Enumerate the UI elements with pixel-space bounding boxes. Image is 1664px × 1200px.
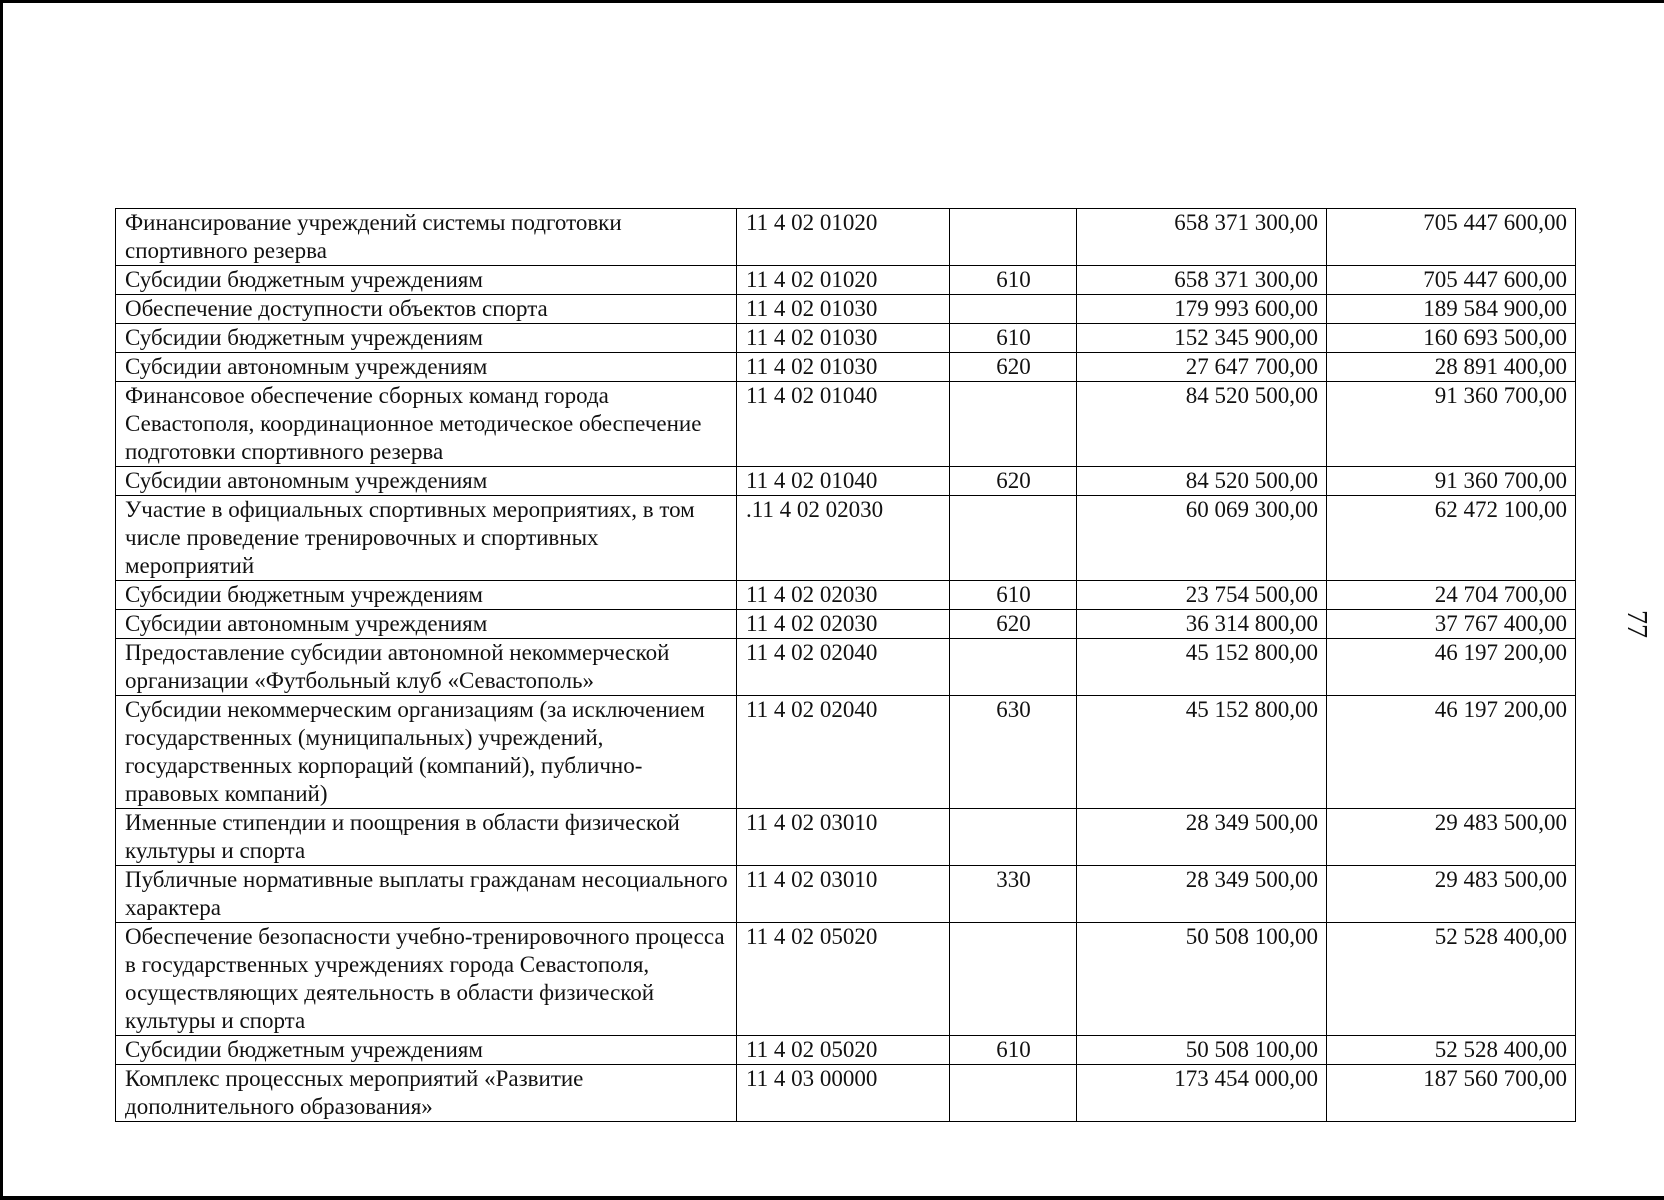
expense-name-cell: Субсидии бюджетным учреждениям [116,1036,737,1065]
expense-type-code-cell [950,382,1077,467]
budget-table-body [116,209,1576,1122]
expense-type-code-cell [950,639,1077,696]
amount-year-1-cell: 60 069 300,00 [1077,496,1327,581]
amount-year-1-cell: 658 371 300,00 [1077,209,1327,266]
expense-type-code-cell: 610 [950,581,1077,610]
expense-type-code-cell: 330 [950,866,1077,923]
amount-year-2-cell: 705 447 600,00 [1327,209,1576,266]
expense-type-code-cell: 620 [950,353,1077,382]
scan-edge-top [0,0,1664,3]
amount-year-2-cell: 62 472 100,00 [1327,496,1576,581]
table-row [116,295,1576,324]
amount-year-1-cell: 658 371 300,00 [1077,266,1327,295]
expense-name-cell: Предоставление субсидии автономной некоммерческой организации «Футбольный клуб «Севастополь» [116,639,737,696]
table-row [116,581,1576,610]
amount-year-2-cell: 29 483 500,00 [1327,809,1576,866]
target-article-code-cell: 11 4 02 01020 [737,209,950,266]
expense-name-cell: Обеспечение безопасности учебно-тренировочного процесса в государственных учреждениях города Севастополя, осуществляющих деятельность в области физической культуры и спорта [116,923,737,1036]
amount-year-2-cell: 37 767 400,00 [1327,610,1576,639]
table-row [116,353,1576,382]
amount-year-1-cell: 50 508 100,00 [1077,1036,1327,1065]
expense-type-code-cell: 610 [950,324,1077,353]
amount-year-2-cell: 52 528 400,00 [1327,1036,1576,1065]
table-row [116,382,1576,467]
expense-name-cell: Субсидии автономным учреждениям [116,467,737,496]
expense-type-code-cell [950,295,1077,324]
page-number: 77 [1621,610,1652,638]
target-article-code-cell: 11 4 02 01040 [737,467,950,496]
expense-name-cell: Публичные нормативные выплаты гражданам несоциального характера [116,866,737,923]
amount-year-1-cell: 28 349 500,00 [1077,866,1327,923]
expense-type-code-cell: 610 [950,1036,1077,1065]
table-row [116,1036,1576,1065]
table-row [116,266,1576,295]
amount-year-2-cell: 52 528 400,00 [1327,923,1576,1036]
amount-year-2-cell: 91 360 700,00 [1327,467,1576,496]
target-article-code-cell: 11 4 02 01030 [737,324,950,353]
expense-name-cell: Финансовое обеспечение сборных команд города Севастополя, координационное методическое обеспечение подготовки спортивного резерва [116,382,737,467]
table-row [116,923,1576,1036]
expense-name-cell: Субсидии некоммерческим организациям (за исключением государственных (муниципальных) учреждений, государственных корпораций (компаний), публично-правовых компаний) [116,696,737,809]
amount-year-2-cell: 705 447 600,00 [1327,266,1576,295]
amount-year-1-cell: 45 152 800,00 [1077,639,1327,696]
expense-name-cell: Именные стипендии и поощрения в области физической культуры и спорта [116,809,737,866]
target-article-code-cell: 11 4 02 01020 [737,266,950,295]
expense-type-code-cell [950,923,1077,1036]
amount-year-1-cell: 50 508 100,00 [1077,923,1327,1036]
table-row [116,866,1576,923]
amount-year-1-cell: 179 993 600,00 [1077,295,1327,324]
amount-year-2-cell: 189 584 900,00 [1327,295,1576,324]
target-article-code-cell: .11 4 02 02030 [737,496,950,581]
expense-type-code-cell: 620 [950,467,1077,496]
expense-name-cell: Комплекс процессных мероприятий «Развитие дополнительного образования» [116,1065,737,1122]
expense-type-code-cell [950,1065,1077,1122]
target-article-code-cell: 11 4 02 02030 [737,610,950,639]
expense-name-cell: Финансирование учреждений системы подготовки спортивного резерва [116,209,737,266]
expense-name-cell: Обеспечение доступности объектов спорта [116,295,737,324]
expense-name-cell: Субсидии бюджетным учреждениям [116,324,737,353]
expense-type-code-cell: 620 [950,610,1077,639]
expense-type-code-cell: 610 [950,266,1077,295]
amount-year-2-cell: 46 197 200,00 [1327,639,1576,696]
table-row [116,324,1576,353]
expense-type-code-cell [950,809,1077,866]
target-article-code-cell: 11 4 02 02040 [737,639,950,696]
table-row [116,496,1576,581]
table-row [116,1065,1576,1122]
target-article-code-cell: 11 4 02 01030 [737,295,950,324]
amount-year-2-cell: 160 693 500,00 [1327,324,1576,353]
table-row [116,467,1576,496]
amount-year-2-cell: 46 197 200,00 [1327,696,1576,809]
table-row [116,696,1576,809]
amount-year-1-cell: 36 314 800,00 [1077,610,1327,639]
target-article-code-cell: 11 4 02 05020 [737,1036,950,1065]
expense-name-cell: Субсидии автономным учреждениям [116,610,737,639]
amount-year-2-cell: 29 483 500,00 [1327,866,1576,923]
amount-year-1-cell: 28 349 500,00 [1077,809,1327,866]
expense-name-cell: Участие в официальных спортивных мероприятиях, в том числе проведение тренировочных и спортивных мероприятий [116,496,737,581]
table-row [116,209,1576,266]
target-article-code-cell: 11 4 02 05020 [737,923,950,1036]
amount-year-2-cell: 28 891 400,00 [1327,353,1576,382]
amount-year-2-cell: 24 704 700,00 [1327,581,1576,610]
amount-year-1-cell: 84 520 500,00 [1077,382,1327,467]
table-row [116,639,1576,696]
expense-type-code-cell: 630 [950,696,1077,809]
budget-table [115,208,1576,1122]
expense-type-code-cell [950,496,1077,581]
target-article-code-cell: 11 4 02 02030 [737,581,950,610]
expense-name-cell: Субсидии автономным учреждениям [116,353,737,382]
target-article-code-cell: 11 4 02 03010 [737,866,950,923]
amount-year-1-cell: 45 152 800,00 [1077,696,1327,809]
scan-edge-bottom [0,1196,1664,1200]
expense-type-code-cell [950,209,1077,266]
amount-year-2-cell: 187 560 700,00 [1327,1065,1576,1122]
table-row [116,610,1576,639]
expense-name-cell: Субсидии бюджетным учреждениям [116,266,737,295]
amount-year-1-cell: 173 454 000,00 [1077,1065,1327,1122]
target-article-code-cell: 11 4 02 01040 [737,382,950,467]
target-article-code-cell: 11 4 02 03010 [737,809,950,866]
table-row [116,809,1576,866]
amount-year-2-cell: 91 360 700,00 [1327,382,1576,467]
amount-year-1-cell: 23 754 500,00 [1077,581,1327,610]
target-article-code-cell: 11 4 02 01030 [737,353,950,382]
amount-year-1-cell: 152 345 900,00 [1077,324,1327,353]
target-article-code-cell: 11 4 03 00000 [737,1065,950,1122]
amount-year-1-cell: 84 520 500,00 [1077,467,1327,496]
target-article-code-cell: 11 4 02 02040 [737,696,950,809]
expense-name-cell: Субсидии бюджетным учреждениям [116,581,737,610]
amount-year-1-cell: 27 647 700,00 [1077,353,1327,382]
scan-edge-left [0,0,3,1200]
